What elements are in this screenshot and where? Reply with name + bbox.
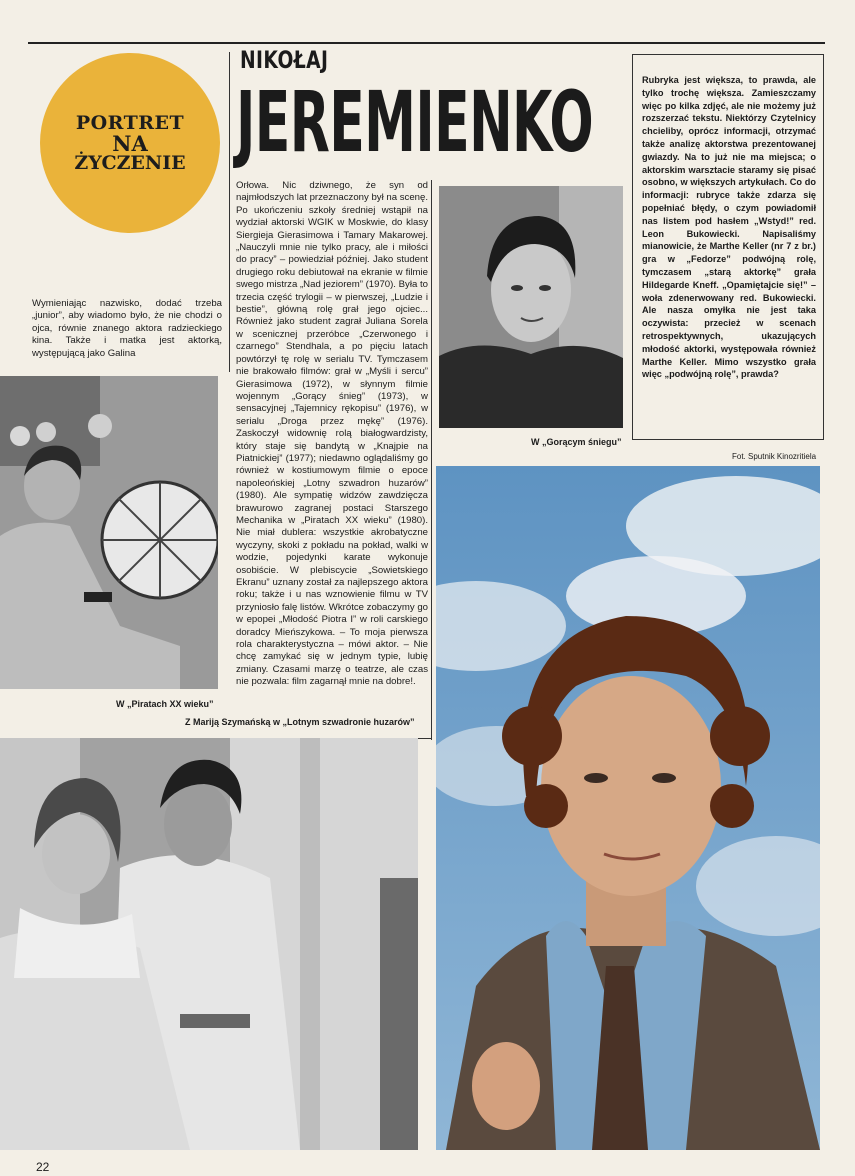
first-name: NIKOŁAJ bbox=[240, 46, 329, 74]
photo-pirates bbox=[0, 376, 218, 689]
portrait-badge bbox=[40, 53, 220, 233]
top-rule bbox=[28, 42, 825, 44]
photo-main-portrait bbox=[436, 466, 820, 1150]
column-rule-middle bbox=[431, 180, 432, 740]
photo-hot-snow bbox=[439, 186, 623, 428]
badge-line-3: ŻYCZENIE bbox=[74, 151, 186, 174]
intro-paragraph: Wymieniając nazwisko, dodać trzeba „junior”, aby wiadomo było, że nie chodzi o ojca, równie znanego aktora radzieckiego kina. Także i matka jest aktorką, występującą jako Galina bbox=[32, 298, 222, 359]
main-article-text: Orłowa. Nic dziwnego, że syn od najmłodszych lat przeznaczony był na scenę. Po ukończeniu szkoły średniej wstąpił na wydział aktorski WGIK w Moskwie, do klasy Siergieja Gierasimowa i Tamary Makarowej. „Nauczyli mnie nie tylko pracy, ale i miłości do pracy” – powiedział później. Jako student drugiego roku debiutował na ekranie w filmie swego mistrza „Nad jeziorem” (1970). Była to trzecia część trylogii – w pierwszej, „Ludzie i bestie”, główną rolę grał jego ojciec... Również jako student zagrał Juliana Sorela w scenicznej przeróbce „Czerwonego i czarnego” Stendhala, a po pięciu latach powtórzył tę rolę w serialu TV. Tymczasem nie brakowało filmów: grał w „Myśli i sercu” Gierasimowa (1972), w słynnym filmie wojennym „Gorący śnieg” (1973), w sensacyjnej „Tajemnicy rękopisu” (1976), w serialu „Droga przez mękę” (1976). Zaskoczył widownię rolą białogwardzisty, który staje się bandytą w „Knajpie na Piatnickiej” (1977); niedawno oglądaliśmy go również w kostiumowym filmie o epoce napoleońskiej „Lotny szwadron huzarów” (1980). Ale sympatię widzów zawdzięcza brawurowo zagranej postaci Starszego Mechanika w „Piratach XX wieku” (1980). Nie miał dublera: wszystkie akrobatyczne wyczyny, skoki z pokładu na pokład, walki w wodzie, pojedynki karate wykonuje osobiście. W plebiscycie „Sowietskiego Ekranu” uznany został za najlepszego aktora roku; także i u nas wznowienie filmu w TV przyniosło falę listów. Wkrótce zobaczymy go w epopei „Młodość Piotra I” w roli carskiego doradcy Mieńszykowa. – To moja pierwsza rola charakterystyczna – mówi aktor. – Nie chcę zamykać się w jednym typie, lubię zmiany. Czasami marzę o teatrze, ale czas nie pozwala: film zagarnął mnie na dobre!. bbox=[236, 180, 428, 688]
column-rule-left bbox=[229, 52, 230, 372]
photo-credit: Fot. Sputnik Kinozritiela bbox=[732, 452, 817, 461]
page-number: 22 bbox=[36, 1160, 50, 1174]
badge-line-2: NA bbox=[112, 130, 148, 156]
surname-headline: JEREMIENKO bbox=[236, 73, 594, 171]
caption-pirates: W „Piratach XX wieku” bbox=[116, 699, 214, 709]
photo-hussars bbox=[0, 738, 418, 1150]
caption-hot-snow: W „Gorącym śniegu” bbox=[531, 437, 622, 447]
caption-hussars: Z Mariją Szymańską w „Lotnym szwadronie huzarów” bbox=[185, 717, 415, 727]
badge-line-1: PORTRET bbox=[75, 111, 185, 134]
reader-note-text: Rubryka jest większa, to prawda, ale tylko trochę większa. Zamieszczamy więc po kilka zdjęć, ale nie możemy już rozszerzać tekstu. Niektórzy Czytelnicy chcieliby, oprócz informacji, otrzymać także analizę aktorstwa prezentowanej gwiazdy. Na to już nie ma miejsca; o aktorskim warsztacie staramy się pisać osobno, w większych artykułach. Co do informacji: rubryce także zdarza się popełniać błędy, o czym powiadomił nas listem pod hasłem „Wstyd!” red. Leon Bukowiecki. Napisaliśmy mianowicie, że Marthe Keller (nr 7 z br.) gra w „Fedorze” podwójną rolę, tymczasem „starą aktorkę” grała Hildegarde Kneff. „Opamiętajcie się!” – woła zdenerwowany red. Bukowiecki. Ale nasza omyłka nie jest taka oczywista: przecież w scenach retrospektywnych, ukazujących młodość aktorki, występowała również Marthe Keller. Mimo wszystko grała więc „podwójną rolę”, prawda? bbox=[642, 75, 816, 380]
